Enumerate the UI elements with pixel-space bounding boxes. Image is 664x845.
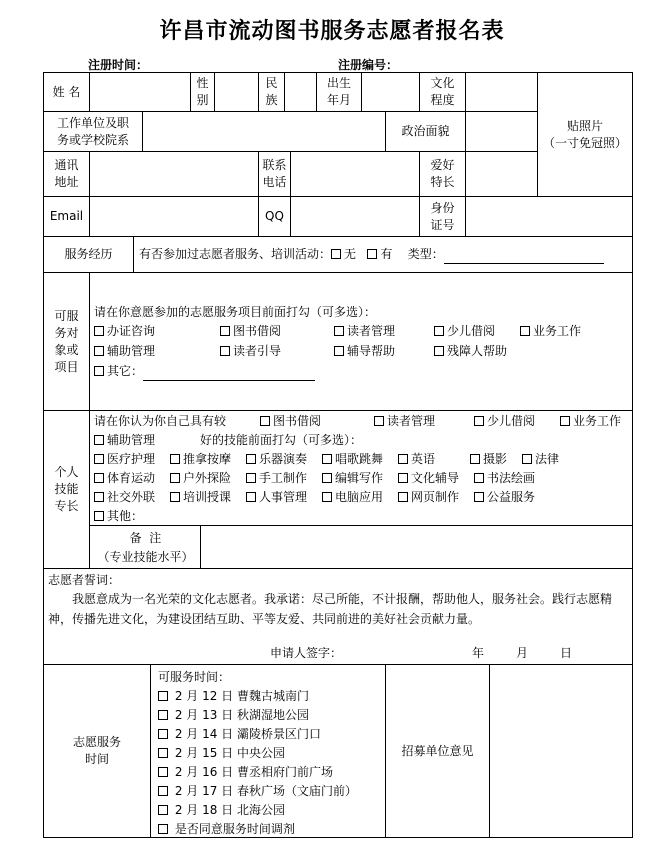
skill-other-checkbox[interactable]	[94, 511, 104, 521]
applicant-sign-field[interactable]	[355, 644, 455, 660]
skill-checkbox[interactable]	[522, 454, 532, 464]
schedule-item: 2 月 14 日 灞陵桥景区门口	[158, 725, 321, 744]
recruit-opinion-label: 招募单位意见	[386, 665, 490, 837]
skill-checkbox[interactable]	[560, 416, 570, 426]
service-cell: 请在你意愿参加的志愿服务项目前面打勾（可多选）： 办证咨询 图书借阅 读者管理 少儿借阅 业务工作 辅助管理 读者引导 辅导帮助 残障人帮助 其它：	[90, 273, 632, 411]
phone-label: 联系 电话	[259, 152, 291, 197]
oath-label: 志愿者誓词：	[48, 573, 121, 587]
skill-checkbox[interactable]	[94, 492, 104, 502]
hobby-field[interactable]	[466, 152, 538, 197]
skill-checkbox[interactable]	[398, 473, 408, 483]
service-checkbox[interactable]	[434, 346, 444, 356]
experience-label: 服务经历	[44, 237, 134, 273]
service-checkbox[interactable]	[94, 346, 104, 356]
skill-checkbox[interactable]	[474, 492, 484, 502]
schedule-item: 2 月 13 日 秋湖湿地公园	[158, 706, 309, 725]
id-label: 身份 证号	[420, 197, 466, 237]
register-time: 注册时间：	[88, 56, 252, 73]
service-checkbox[interactable]	[520, 326, 530, 336]
skill-checkbox[interactable]	[246, 454, 256, 464]
email-field[interactable]	[90, 197, 259, 237]
political-label: 政治面貌	[386, 112, 466, 152]
service-other: 其它：	[94, 362, 315, 381]
political-field[interactable]	[466, 112, 538, 152]
service-other-checkbox[interactable]	[94, 366, 104, 376]
schedule-checkbox[interactable]	[158, 691, 168, 701]
skill-checkbox[interactable]	[170, 454, 180, 464]
service-checkbox[interactable]	[334, 346, 344, 356]
gender-label: 性 别	[191, 73, 215, 112]
skill-checkbox[interactable]	[470, 454, 480, 464]
skill-checkbox[interactable]	[94, 435, 104, 445]
qq-field[interactable]	[291, 197, 420, 237]
skill-checkbox[interactable]	[246, 492, 256, 502]
birth-label: 出生 年月	[317, 73, 362, 112]
experience-yes-checkbox[interactable]	[367, 249, 377, 259]
address-label: 通讯 地址	[44, 152, 90, 197]
form-table	[43, 72, 633, 838]
schedule-checkbox[interactable]	[158, 786, 168, 796]
skill-checkbox[interactable]	[94, 454, 104, 464]
form-title: 许昌市流动图书服务志愿者报名表	[159, 18, 505, 44]
service-checkbox[interactable]	[94, 326, 104, 336]
schedule-item: 2 月 15 日 中央公园	[158, 744, 285, 763]
phone-field[interactable]	[291, 152, 420, 197]
schedule-cell	[151, 665, 386, 837]
schedule-item: 是否同意服务时间调剂	[158, 820, 295, 839]
skill-checkbox[interactable]	[94, 473, 104, 483]
schedule-label: 志愿服务 时间	[44, 665, 151, 837]
sign-year: 年	[472, 646, 485, 660]
skill-note-label: 备 注 （专业技能水平）	[90, 526, 201, 569]
schedule-item: 2 月 18 日 北海公园	[158, 801, 285, 820]
skill-checkbox[interactable]	[374, 416, 384, 426]
skills-other: 其他：	[94, 507, 333, 526]
address-field[interactable]	[90, 152, 259, 197]
experience-no-checkbox[interactable]	[331, 249, 341, 259]
skill-checkbox[interactable]	[474, 473, 484, 483]
service-other-field[interactable]	[143, 367, 315, 381]
service-checkbox[interactable]	[220, 326, 230, 336]
service-checkbox[interactable]	[220, 346, 230, 356]
qq-label: QQ	[259, 197, 291, 237]
schedule-checkbox[interactable]	[158, 805, 168, 815]
birth-field[interactable]	[362, 73, 420, 112]
register-number: 注册编号：	[338, 56, 522, 73]
schedule-item: 2 月 12 日 曹魏古城南门	[158, 687, 309, 706]
education-field[interactable]	[466, 73, 538, 112]
oath-cell	[44, 569, 632, 665]
name-field[interactable]	[90, 73, 191, 112]
skills-label: 个人 技能 专长	[44, 411, 90, 569]
skill-note-field[interactable]	[201, 526, 632, 569]
gender-field[interactable]	[215, 73, 259, 112]
schedule-checkbox[interactable]	[158, 748, 168, 758]
service-intro: 请在你意愿参加的志愿服务项目前面打勾（可多选）：	[94, 305, 377, 319]
service-checkbox[interactable]	[334, 326, 344, 336]
work-unit-label: 工作单位及职 务或学校院系	[44, 112, 143, 152]
skill-checkbox[interactable]	[170, 492, 180, 502]
photo-box[interactable]: 贴照片 （一寸免冠照）	[538, 73, 632, 197]
schedule-checkbox[interactable]	[158, 710, 168, 720]
skill-checkbox[interactable]	[260, 416, 270, 426]
skill-checkbox[interactable]	[322, 492, 332, 502]
skill-checkbox[interactable]	[246, 473, 256, 483]
skills-cell: 请在你认为你自己具有较 图书借阅 读者管理 少儿借阅 业务工作 辅助管理 好的技能前面打勾（可多选）： 医疗护理 推拿按摩 乐器演奏 唱歌跳舞 英语 摄影 法律 体育运动 户外探险 手工制作 编辑写作 文化辅导 书法绘画 社交外联 培训授课 人事管理 电脑应用 网页制作 公益服务 其他：	[90, 411, 632, 526]
service-checkbox[interactable]	[434, 326, 444, 336]
skill-checkbox[interactable]	[170, 473, 180, 483]
work-unit-field[interactable]	[143, 112, 386, 152]
hobby-label: 爱好 特长	[420, 152, 466, 197]
skill-checkbox[interactable]	[398, 492, 408, 502]
schedule-checkbox[interactable]	[158, 729, 168, 739]
schedule-checkbox[interactable]	[158, 767, 168, 777]
skill-checkbox[interactable]	[398, 454, 408, 464]
skill-checkbox[interactable]	[474, 416, 484, 426]
sign-day: 日	[560, 646, 573, 660]
sign-month: 月	[516, 646, 529, 660]
schedule-item: 2 月 17 日 春秋广场（文庙门前）	[158, 782, 357, 801]
recruit-opinion-field[interactable]	[490, 665, 632, 837]
schedule-checkbox[interactable]	[158, 824, 168, 834]
skill-checkbox[interactable]	[322, 473, 332, 483]
experience-type-field[interactable]	[444, 250, 604, 264]
name-label: 姓 名	[44, 73, 90, 112]
schedule-header: 可服务时间：	[158, 670, 231, 684]
ethnicity-label: 民 族	[259, 73, 285, 112]
skill-checkbox[interactable]	[322, 454, 332, 464]
skills-other-field[interactable]	[143, 512, 333, 526]
ethnicity-field[interactable]	[285, 73, 317, 112]
applicant-sign-label: 申请人签字：	[270, 646, 343, 660]
experience-cell: 有否参加过志愿者服务、培训活动： 无 有 类型：	[134, 237, 632, 273]
schedule-item: 2 月 16 日 曹丞相府门前广场	[158, 763, 333, 782]
education-label: 文化 程度	[420, 73, 466, 112]
service-label: 可服 务对 象或 项目	[44, 273, 90, 411]
email-label: Email	[44, 197, 90, 237]
oath-text: 我愿意成为一名光荣的文化志愿者。我承诺：尽己所能，不计报酬，帮助他人，服务社会。践行志愿精神，传播先进文化，为建设团结互助、平等友爱、共同前进的美好社会贡献力量。	[48, 592, 613, 626]
id-field[interactable]	[466, 197, 632, 237]
